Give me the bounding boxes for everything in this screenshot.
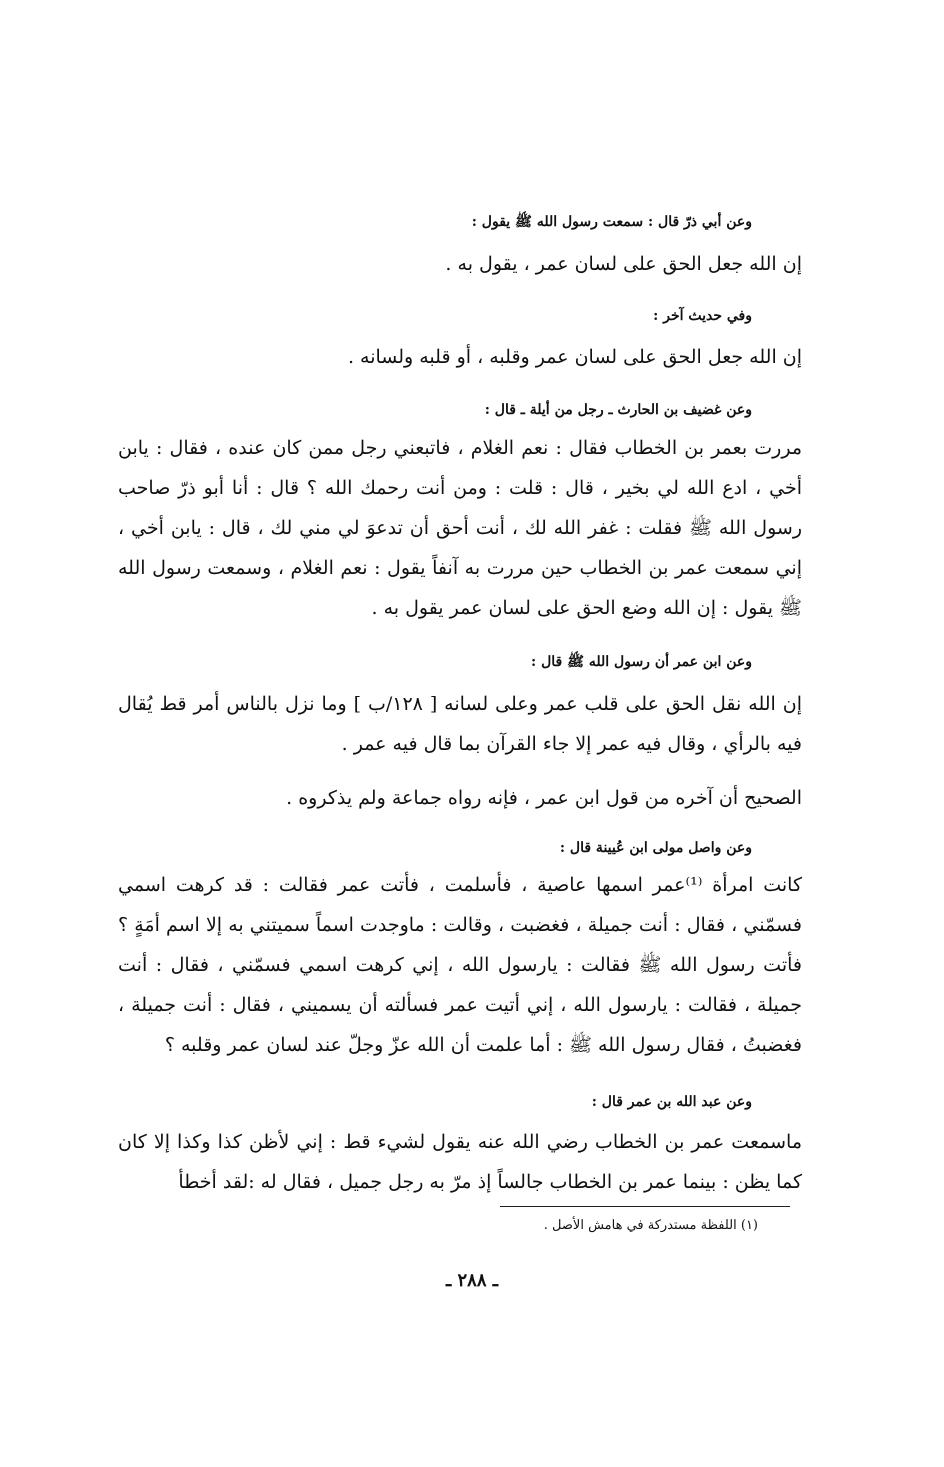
footnote: (١) اللفظة مستدركة في هامش الأصل . xyxy=(543,1218,758,1233)
commentary-text: الصحيح أن آخره من قول ابن عمر ، فإنه رواه جماعة ولم يذكروه . xyxy=(286,787,802,809)
narration-header-3: وعن غضيف بن الحارث ـ رجل من أيلة ـ قال : xyxy=(484,402,752,418)
hadith-text-6: ماسمعت عمر بن الخطاب رضي الله عنه يقول لشيء قط : إني لأظن كذا وكذا إلا كان كما يظن : بينما عمر بن الخطاب جالساً إذ مرّ به رجل جميل ، فقال له :لقد أخطأ xyxy=(118,1131,802,1193)
narration-header-6: وعن عبد الله بن عمر قال : xyxy=(591,1094,752,1110)
hadith-text-3: مررت بعمر بن الخطاب فقال : نعم الغلام ، فاتبعني رجل ممن كان عنده ، فقال : يابن أخي ، ادع الله لي بخير ، قال : قلت : ومن أنت رحمك الله ؟ قال : أنا أبو ذرّ صاحب رسول الله ﷺ فقلت : غفر الله لك ، أنت أحق أن تدعوَ لي مني لك ، قال : يابن أخي ، إني سمعت عمر بن الخطاب حين مررت به آنفاً يقول : نعم الغلام ، وسمعت رسول الله ﷺ يقول : إن الله وضع الحق على لسان عمر يقول به . xyxy=(118,437,802,619)
narration-header-1: وعن أبي ذرّ قال : سمعت رسول الله ﷺ يقول : xyxy=(471,214,752,230)
narration-header-4: وعن ابن عمر أن رسول الله ﷺ قال : xyxy=(531,654,752,670)
narration-header-2: وفي حديث آخر : xyxy=(653,308,752,324)
hadith-text-4: إن الله نقل الحق على قلب عمر وعلى لسانه [ ١٢٨/ب ] وما نزل بالناس أمر قط يُقال فيه بالرأي ، وقال فيه عمر إلا جاء القرآن بما قال فيه عمر . xyxy=(118,693,802,755)
hadith-text-5: كانت امرأة ⁽¹⁾عمر اسمها عاصية ، فأسلمت ، فأتت عمر فقالت : قد كرهت اسمي فسمّني ، فقال : أنت جميلة ، فغضبت ، وقالت : ماوجدت اسماً سميتني به إلا اسم أمَةٍ ؟ فأتت رسول الله ﷺ فقالت : يارسول الله ، إني كرهت اسمي فسمّني ، فقال : أنت جميلة ، فقالت : يارسول الله ، إني أتيت عمر فسألته أن يسميني ، فقال : أنت جميلة ، فغضبتُ ، فقال رسول الله ﷺ : أما علمت أن الله عزّ وجلّ عند لسان عمر وقلبه ؟ xyxy=(118,874,802,1056)
page-number: ـ ٢٨٨ ـ xyxy=(445,1270,499,1291)
footnote-separator xyxy=(500,1206,790,1207)
hadith-text-1: إن الله جعل الحق على لسان عمر ، يقول به . xyxy=(445,253,802,275)
narration-header-5: وعن واصل مولى ابن عُيينة قال : xyxy=(559,840,752,856)
hadith-text-2: إن الله جعل الحق على لسان عمر وقلبه ، أو قلبه ولسانه . xyxy=(347,346,802,368)
